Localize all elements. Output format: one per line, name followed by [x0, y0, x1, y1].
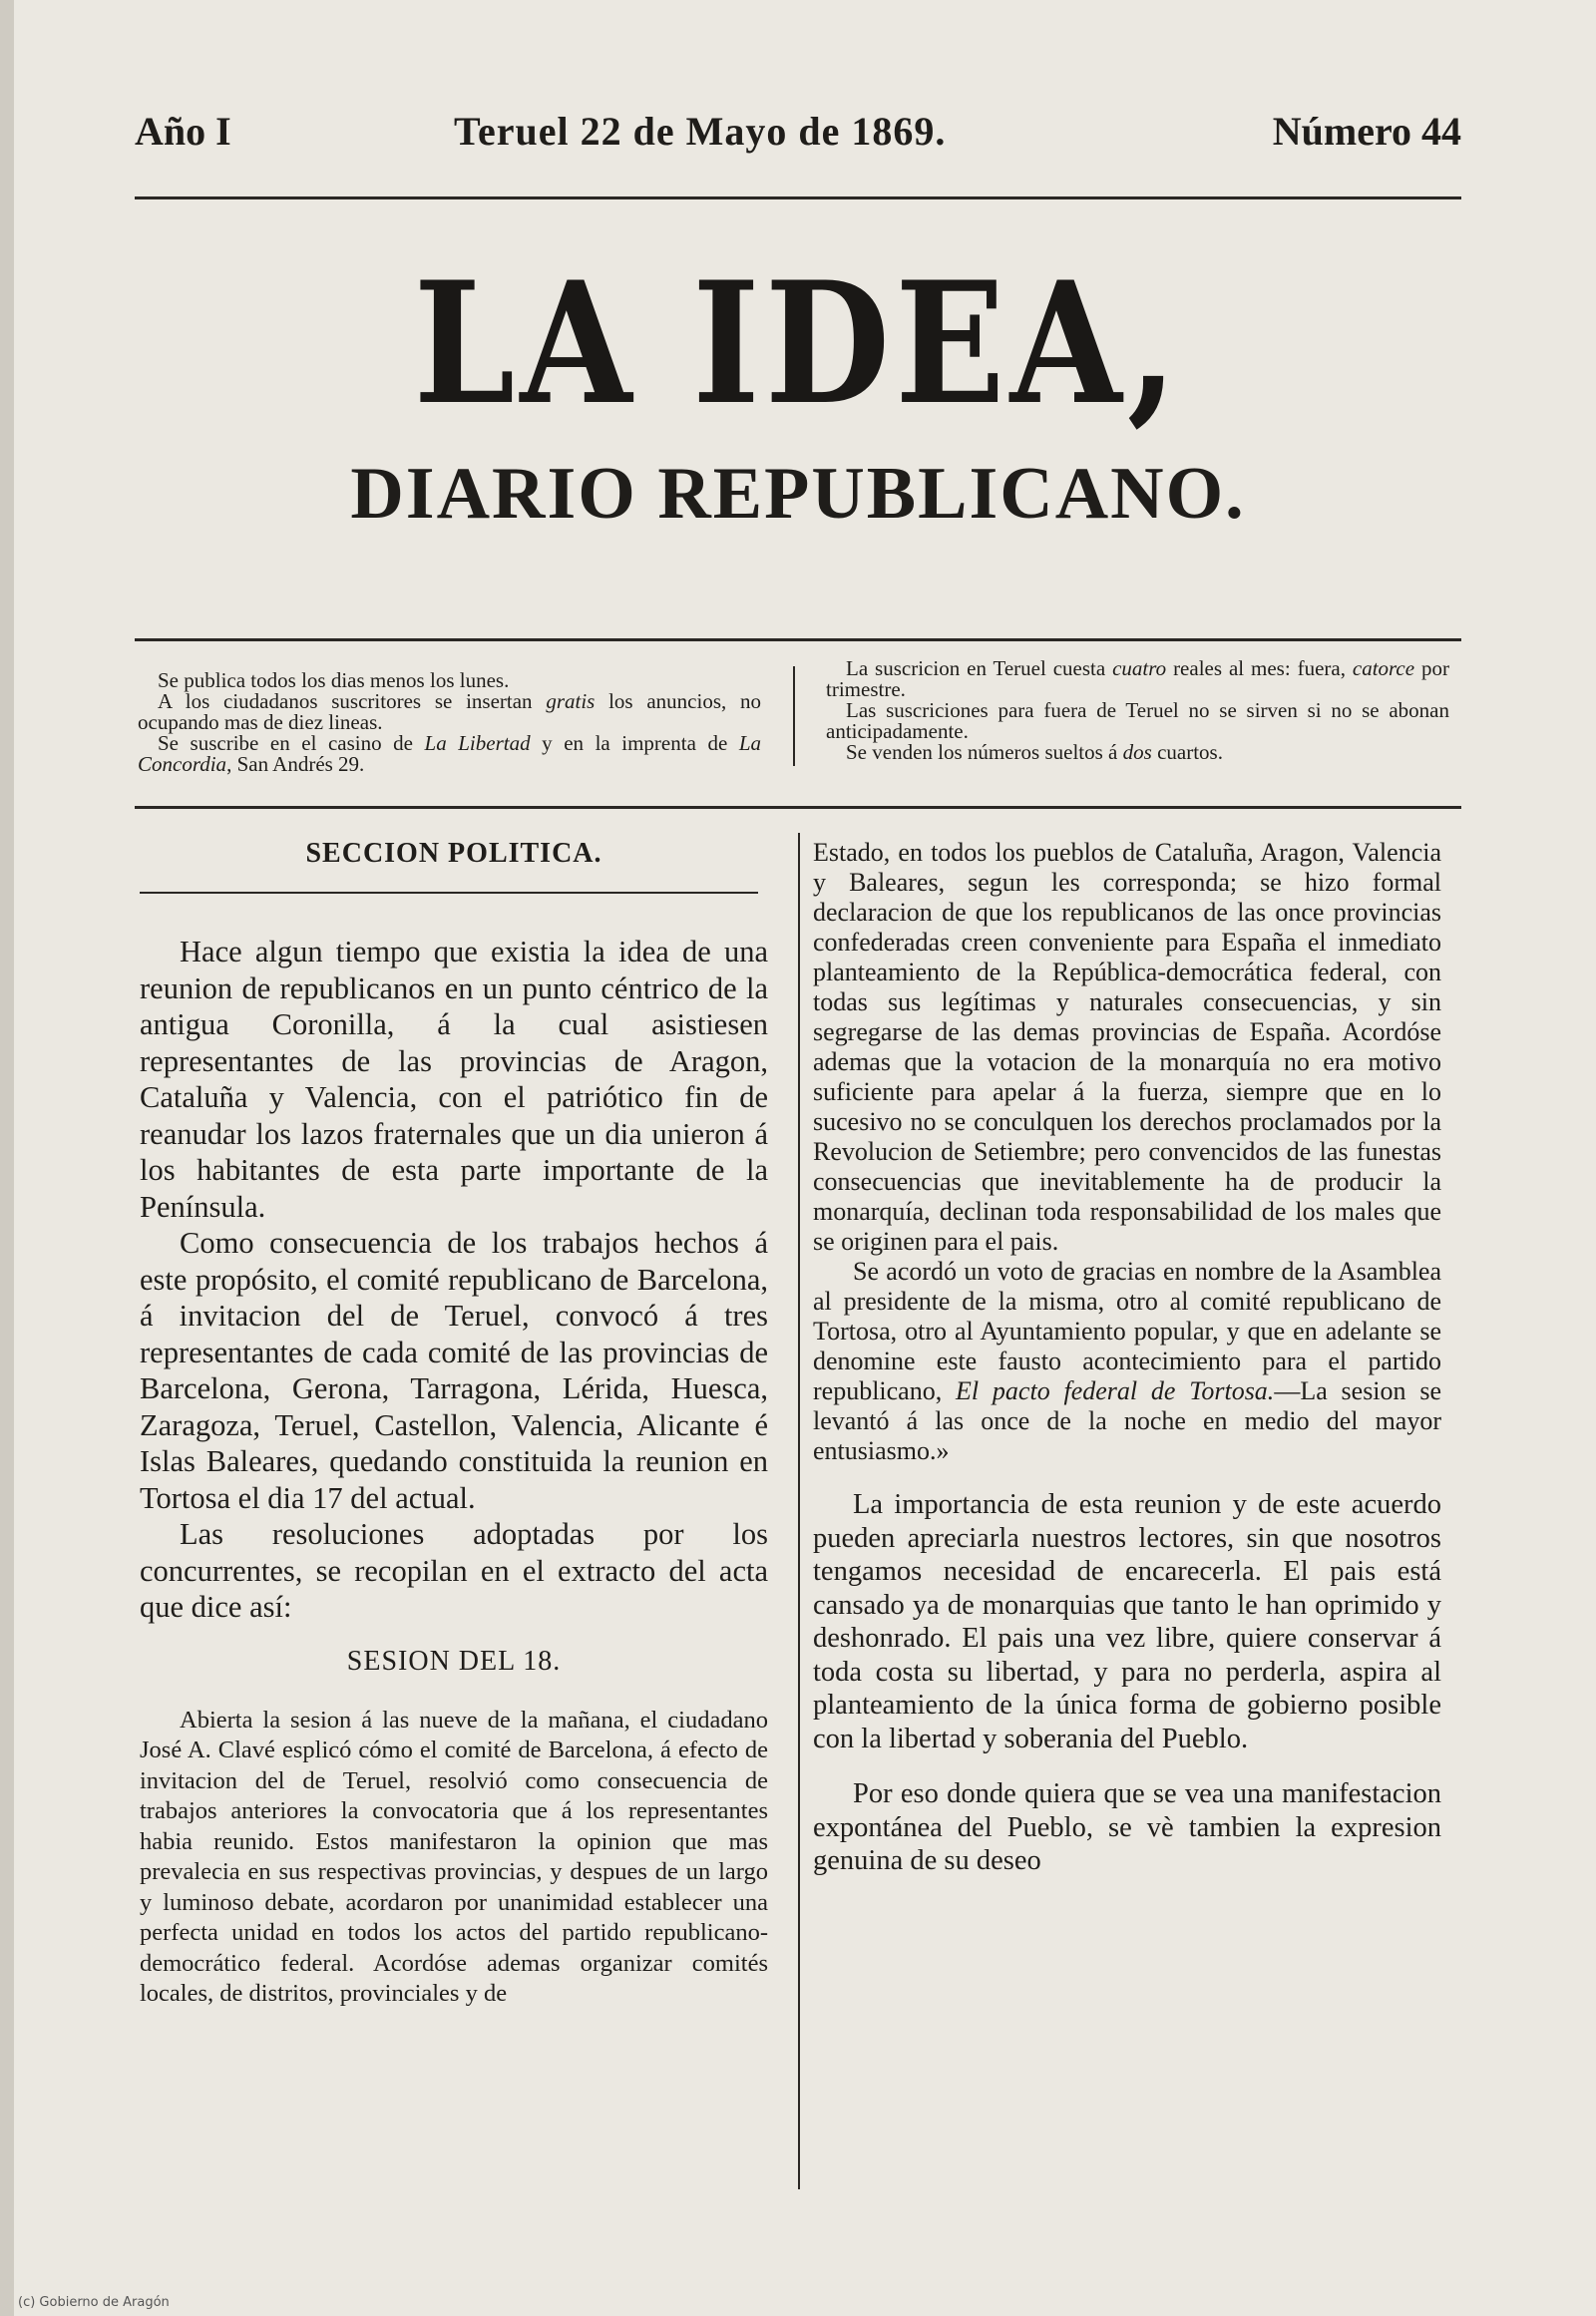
notice-line [826, 700, 1449, 742]
notice-text: Las suscriciones para fuera de Teruel no se sirven si no se abonan anticipadamente. [826, 698, 1449, 743]
copyright-credit: (c) Gobierno de Aragón [18, 2295, 170, 2310]
notice-italic: La Concordia [138, 731, 761, 776]
subscription-notice-right [826, 658, 1449, 763]
section-title: SECCION POLITICA. [305, 838, 602, 869]
paragraph-gap [813, 1466, 1441, 1488]
notice-text: y en la imprenta de [530, 731, 739, 755]
notice-italic: catorce [1352, 656, 1415, 680]
issue-number: Número 44 [1272, 109, 1461, 154]
notice-line [138, 691, 761, 733]
article-paragraph: Estado, en todos los pueblos de Cataluña, Aragon, Valencia y Baleares, segun les corresponda; se hizo formal declaracion de que los republicanos de las once provincias confederadas creen conveniente para España el inmediato planteamiento de la República-democrática federal, con todas sus legítimas y naturales consecuencias, y sin segregarse de las demas provincias de España. Acordóse ademas que la votacion de la monarquía no era motivo suficiente para apelar á la fuerza, siempre que en lo sucesivo no se conculquen los derechos proclamados por la Revolucion de Setiembre; pero convencidos de las funestas consecuencias que inevitablemente ha de producir la monarquía, declinan toda responsabilidad de los males que se originen para el pais. [813, 838, 1441, 1256]
minutes-continuation [813, 838, 1441, 1466]
notice-divider [793, 666, 795, 766]
header-rule [135, 196, 1461, 199]
article-body-large [140, 934, 768, 1626]
notice-text: , San Andrés 29. [226, 752, 365, 776]
notice-line [138, 733, 761, 775]
article-paragraph: Por eso donde quiera que se vea una manifestacion expontánea del Pueblo, se vè tambien la expresion genuina de su deseo [813, 1778, 1441, 1876]
session-title: SESION DEL 18. [346, 1645, 562, 1677]
notice-text: los anuncios, no ocupando mas de diez lineas. [138, 689, 761, 734]
section-rule [140, 892, 758, 894]
notice-text: por trimestre. [826, 656, 1449, 701]
masthead-subtitle: DIARIO REPUBLICANO. [350, 453, 1246, 535]
issue-header [135, 108, 1461, 158]
article-paragraph: Las resoluciones adoptadas por los concurrentes, se recopilan en el extracto del acta que dice así: [140, 1517, 768, 1624]
notice-line [826, 742, 1449, 763]
notice-line [138, 670, 761, 691]
issue-year: Año I [135, 109, 231, 154]
notice-text: A los ciudadanos suscritores se insertan [158, 689, 547, 713]
paragraph-italic: El pacto federal de Tortosa. [956, 1376, 1275, 1405]
subscription-notice-left [138, 670, 761, 775]
article-paragraph: La importancia de esta reunion y de este acuerdo pueden apreciarla nuestros lectores, sin que nosotros tengamos necesidad de encarecerla. El pais está cansado ya de monarquias que tanto le han oprimido y deshonrado. El pais una vez libre, quiere conservar á toda costa su libertad, y para no perderla, aspira al planteamiento de la única forma de gobierno posible con la libertad y soberania del Pueblo. [813, 1489, 1441, 1754]
issue-date: Teruel 22 de Mayo de 1869. [454, 109, 947, 154]
notice-text: Se suscribe en el casino de [158, 731, 425, 755]
article-column-left [140, 838, 768, 2010]
notice-italic: dos [1122, 740, 1152, 764]
notice-italic: gratis [546, 689, 596, 713]
notice-text: La suscricion en Teruel cuesta [846, 656, 1113, 680]
article-column-right [813, 838, 1441, 1878]
notice-italic: La Libertad [424, 731, 531, 755]
notice-text: cuartos. [1151, 740, 1223, 764]
notice-text: Se venden los números sueltos á [846, 740, 1123, 764]
masthead-rule [135, 638, 1461, 641]
article-paragraph: Abierta la sesion á las nueve de la mañana, el ciudadano José A. Clavé esplicó cómo el comité de Barcelona, á efecto de invitacion del de Teruel, resolvió como consecuencia de trabajos anteriores la convocatoria que á los representantes habia reunido. Estos manifestaron la opinion que mas prevalecia en sus respectivas provincias, y despues de un largo y luminoso debate, acordaron por unanimidad establecer una perfecta unidad en todos los actos del partido republicano-democrático federal. Acordóse ademas organizar comités locales, de distritos, provinciales y de [140, 1706, 768, 2007]
notice-line [826, 658, 1449, 700]
notice-text: Se publica todos los dias menos los lunes. [158, 668, 510, 692]
article-body-medium [140, 1706, 768, 2010]
paragraph-text: Se acordó un voto de gracias en nombre de la Asamblea al presidente de la misma, otro al comité republicano de Tortosa, otro al Ayuntamiento popular, y que en adelante se denomine este fausto acontecimiento para el partido republicano, [813, 1257, 1441, 1405]
article-paragraph [813, 1257, 1441, 1466]
page-edge [0, 0, 14, 2316]
column-divider [798, 833, 800, 2189]
notice-italic: cuatro [1112, 656, 1167, 680]
paragraph-text: —La sesion se levantó á las once de la noche en medio del mayor entusiasmo.» [813, 1376, 1441, 1465]
article-paragraph: Como consecuencia de los trabajos hechos á este propósito, el comité republicano de Barcelona, á invitacion del de Teruel, convocó á tres representantes de cada comité de las provincias de Barcelona, Gerona, Tarragona, Lérida, Huesca, Zaragoza, Teruel, Castellon, Valencia, Alicante é Islas Baleares, quedando constituida la reunion en Tortosa el dia 17 del actual. [140, 1226, 768, 1515]
notice-text: reales al mes: fuera, [1166, 656, 1353, 680]
editorial-body [813, 1488, 1441, 1878]
article-paragraph: Hace algun tiempo que existia la idea de una reunion de republicanos en un punto céntrico de la antigua Coronilla, á la cual asistiesen representantes de las provincias de Aragon, Cataluña y Valencia, con el patriótico fin de reanudar los lazos fraternales que un dia unieron á los habitantes de esta parte importante de la Península. [140, 935, 768, 1224]
notice-rule [135, 806, 1461, 809]
paragraph-gap [813, 1755, 1441, 1777]
masthead-title: LA IDEA, [413, 244, 1183, 442]
